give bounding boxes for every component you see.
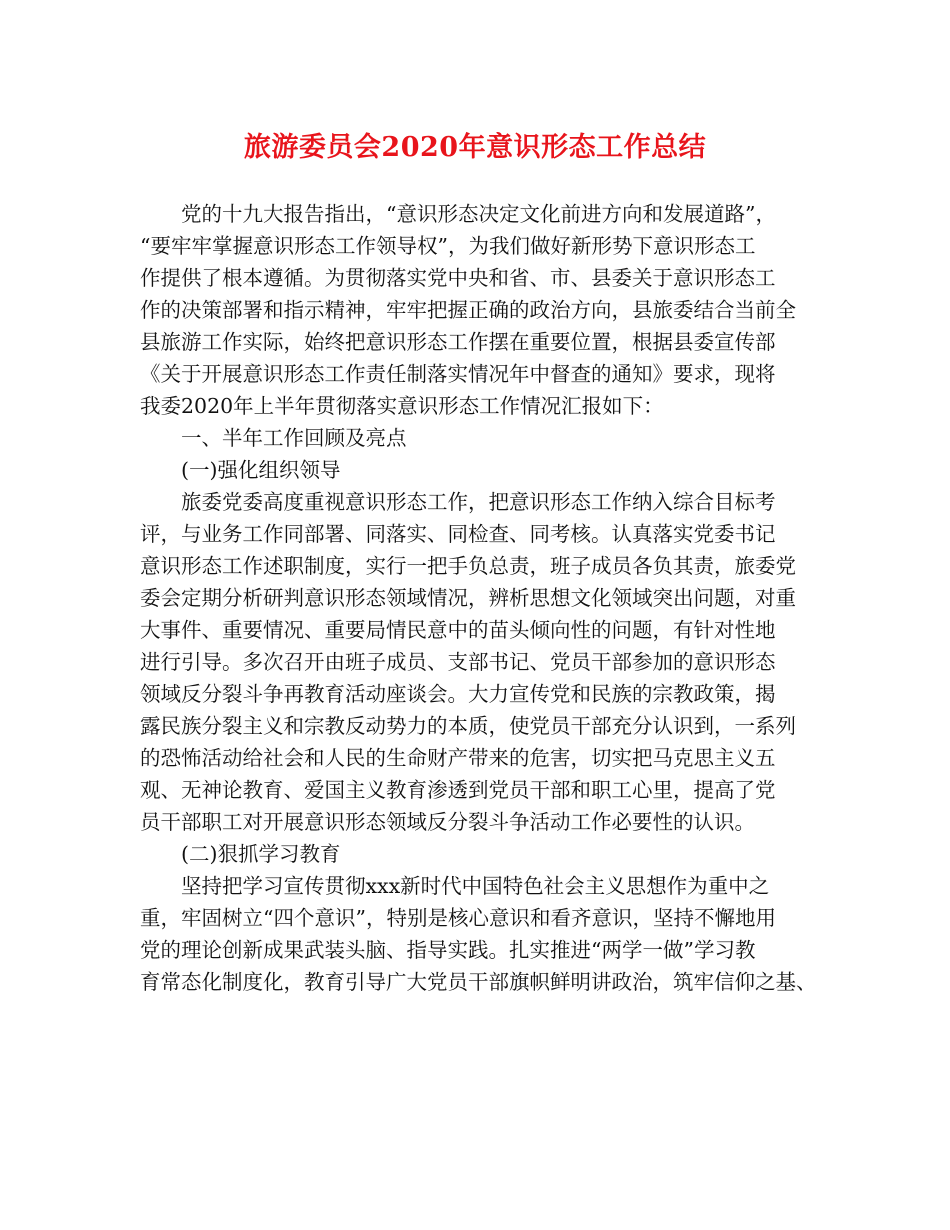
paragraph [140, 454, 812, 486]
text-line: 坚持把学习宣传贯彻xxx新时代中国特色社会主义思想作为重中之 [181, 874, 770, 898]
paragraph [140, 422, 812, 454]
text-line: 进行引导。多次召开由班子成员、支部书记、党员干部参加的意识形态 [140, 650, 776, 674]
text-line: 重，牢固树立“四个意识”，特别是核心意识和看齐意识，坚持不懈地用 [140, 906, 776, 930]
text-line: (二)狠抓学习教育 [181, 842, 341, 866]
text-line: 一、半年工作回顾及亮点 [181, 426, 407, 450]
text-line: 作的决策部署和指示精神，牢牢把握正确的政治方向，县旅委结合当前全 [140, 298, 796, 322]
text-line: 委会定期分析研判意识形态领域情况，辨析思想文化领域突出问题，对重 [140, 586, 796, 610]
paragraph [140, 870, 817, 998]
text-line: 我委2020年上半年贯彻落实意识形态工作情况汇报如下： [140, 394, 664, 418]
text-line: 员干部职工对开展意识形态领域反分裂斗争活动工作必要性的认识。 [140, 810, 755, 834]
text-line: 观、无神论教育、爱国主义教育渗透到党员干部和职工心里，提高了党 [140, 778, 776, 802]
text-line: “要牢牢掌握意识形态工作领导权”，为我们做好新形势下意识形态工 [140, 234, 756, 258]
document-body [140, 198, 817, 998]
text-line: 育常态化制度化，教育引导广大党员干部旗帜鲜明讲政治，筑牢信仰之基、 [140, 970, 817, 994]
text-line: 党的十九大报告指出，“意识形态决定文化前进方向和发展道路”， [181, 202, 776, 226]
text-line: 领域反分裂斗争再教育活动座谈会。大力宣传党和民族的宗教政策，揭 [140, 682, 776, 706]
text-line: 作提供了根本遵循。为贯彻落实党中央和省、市、县委关于意识形态工 [140, 266, 776, 290]
text-line: 的恐怖活动给社会和人民的生命财产带来的危害，切实把马克思主义五 [140, 746, 776, 770]
text-line: 党的理论创新成果武装头脑、指导实践。扎实推进“两学一做”学习教 [140, 938, 756, 962]
paragraph [140, 838, 812, 870]
text-line: 大事件、重要情况、重要局情民意中的苗头倾向性的问题，有针对性地 [140, 618, 776, 642]
text-line: 县旅游工作实际，始终把意识形态工作摆在重要位置，根据县委宣传部 [140, 330, 776, 354]
text-line: 露民族分裂主义和宗教反动势力的本质，使党员干部充分认识到，一系列 [140, 714, 796, 738]
paragraph [140, 486, 812, 838]
document-title: 旅游委员会2020年意识形态工作总结 [243, 132, 707, 163]
text-line: 《关于开展意识形态工作责任制落实情况年中督查的通知》要求，现将 [140, 362, 776, 386]
text-line: (一)强化组织领导 [181, 458, 341, 482]
text-line: 旅委党委高度重视意识形态工作，把意识形态工作纳入综合目标考 [181, 490, 776, 514]
text-line: 意识形态工作述职制度，实行一把手负总责，班子成员各负其责，旅委党 [140, 554, 796, 578]
text-line: 评，与业务工作同部署、同落实、同检查、同考核。认真落实党委书记 [140, 522, 776, 546]
paragraph [140, 198, 812, 422]
